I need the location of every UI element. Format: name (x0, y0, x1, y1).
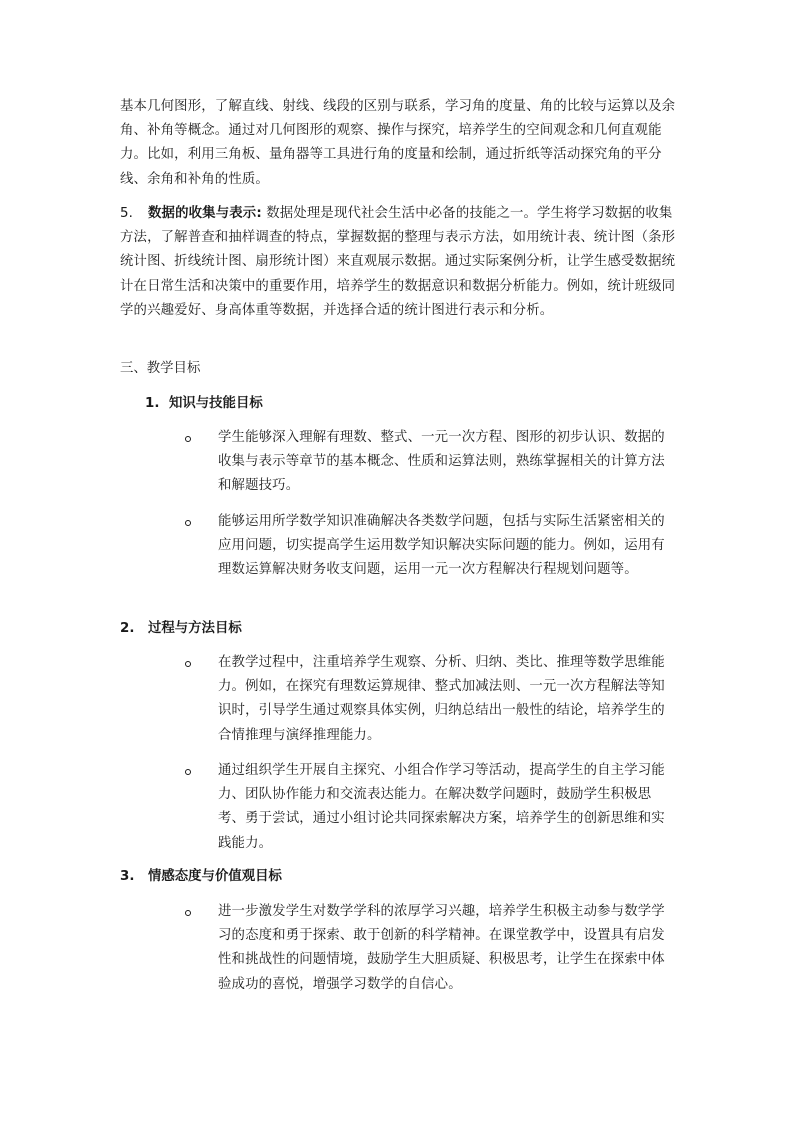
goal-2-bullet-2-text: 通过组织学生开展自主探究、小组合作学习等活动，提高学生的自主学习能力、团队协作能力和交流表达能力。在解决数学问题时，鼓励学生积极思考、勇于尝试，通过小组讨论共同探索解决方案，培养学生的创新思维和实践能力。 (218, 763, 665, 851)
goal-1-heading (145, 392, 263, 416)
goal-2-number: 2. (120, 621, 135, 636)
bullet-circle-icon (185, 661, 191, 667)
goal-3-bullet-1-text: 进一步激发学生对数学学科的浓厚学习兴趣，培养学生积极主动参与数学学习的态度和勇于探索、敢于创新的科学精神。在课堂教学中，设置具有启发性和挑战性的问题情境，鼓励学生大胆质疑、积极思考，让学生在探索中体验成功的喜悦，增强学习数学的自信心。 (218, 904, 665, 992)
goal-2-title: 过程与方法目标 (148, 621, 242, 636)
goal-1-number: 1. (145, 396, 160, 411)
bullet-circle-icon (185, 769, 191, 775)
item-5-text: 数据处理是现代社会生活中必备的技能之一。学生将学习数据的收集方法，了解普查和抽样调查的特点，掌握数据的整理与表示方法，如用统计表、统计图（条形统计图、折线统计图、扇形统计图）来直观展示数据。通过实际案例分析，让学生感受数据统计在日常生活和决策中的重要作用，培养学生的数据意识和数据分析能力。例如，统计班级同学的兴趣爱好、身高体重等数据，并选择合适的统计图进行表示和分析。 (120, 206, 676, 318)
item-5-number: 5. (120, 206, 134, 221)
goal-1-bullet-1-text: 学生能够深入理解有理数、整式、一元一次方程、图形的初步认识、数据的收集与表示等章节的基本概念、性质和运算法则，熟练掌握相关的计算方法和解题技巧。 (218, 430, 665, 494)
goal-2-bullet-1-text: 在教学过程中，注重培养学生观察、分析、归纳、类比、推理等数学思维能力。例如，在探究有理数运算规律、整式加减法则、一元一次方程解法等知识时，引导学生通过观察具体实例，归纳总结出一般性的结论，培养学生的合情推理与演绎推理能力。 (218, 655, 665, 743)
goal-2-heading (120, 617, 242, 641)
bullet-circle-icon (185, 436, 191, 442)
item-5-paragraph (120, 202, 676, 323)
bullet-circle-icon (185, 910, 191, 916)
goal-1-title: 知识与技能目标 (169, 396, 263, 411)
goal-1-bullet-2-text: 能够运用所学数学知识准确解决各类数学问题，包括与实际生活紧密相关的应用问题，切实提高学生运用数学知识解决实际问题的能力。例如，运用有理数运算解决财务收支问题，运用一元一次方程解决行程规划问题等。 (218, 514, 665, 578)
intro-paragraph: 基本几何图形，了解直线、射线、线段的区别与联系，学习角的度量、角的比较与运算以及余角、补角等概念。通过对几何图形的观察、操作与探究，培养学生的空间观念和几何直观能力。比如，利用三角板、量角器等工具进行角的度量和绘制，通过折纸等活动探究角的平分线、余角和补角的性质。 (120, 99, 676, 187)
item-5-title: 数据的收集与表示: (148, 206, 262, 221)
goal-3-number: 3. (120, 869, 135, 884)
bullet-circle-icon (185, 520, 191, 526)
goal-3-title: 情感态度与价值观目标 (148, 869, 282, 884)
goal-3-heading (120, 865, 282, 889)
section-heading: 三、教学目标 (120, 361, 201, 376)
